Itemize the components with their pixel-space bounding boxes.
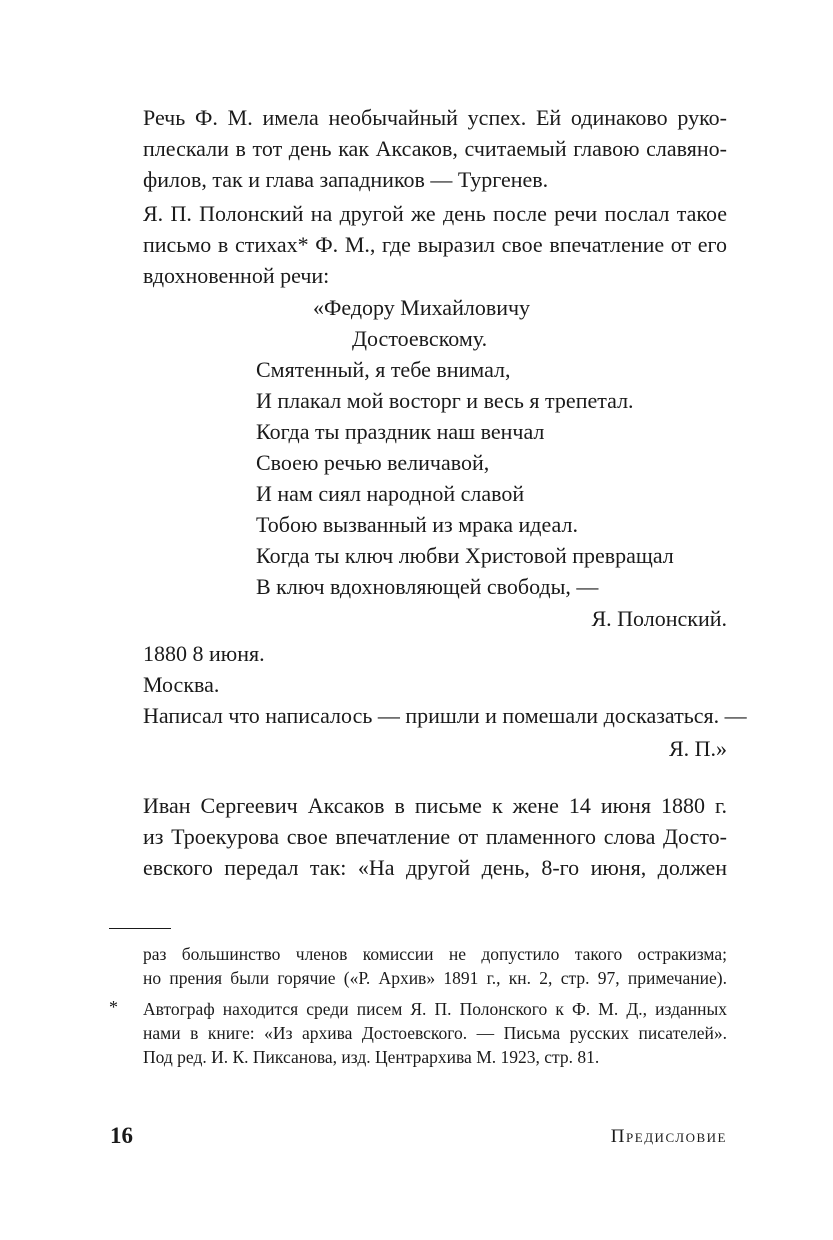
verse-line-1: Смятенный, я тебе внимал, xyxy=(256,357,511,382)
verse-line-7: Когда ты ключ любви Христовой превращал xyxy=(256,543,674,568)
paragraph-1-line-2: плескали в тот день как Аксаков, считаемый главою славяно- xyxy=(143,136,727,161)
paragraph-2-line-3: вдохновенной речи: xyxy=(143,263,330,288)
verse-line-8: В ключ вдохновляющей свободы, — xyxy=(256,574,599,599)
page-number: 16 xyxy=(110,1123,133,1148)
verse-line-4: Своею речью величавой, xyxy=(256,450,490,475)
paragraph-1-line-3: филов, так и глава западников — Тургенев. xyxy=(143,167,549,192)
letter-place: Москва. xyxy=(143,672,220,697)
paragraph-3-line-3: евского передал так: «На другой день, 8-го июня, должен xyxy=(143,855,727,880)
paragraph-2-line-2: письмо в стихах* Ф. М., где выразил свое впечатление от его xyxy=(143,232,727,257)
paragraph-3-line-1: Иван Сергеевич Аксаков в письме к жене 14 июня 1880 г. xyxy=(143,793,727,818)
letter-signature: Я. Полонский. xyxy=(591,606,727,631)
letter-initials: Я. П.» xyxy=(668,736,727,761)
footnote-separator xyxy=(109,928,171,929)
verse-line-5: И нам сиял народной славой xyxy=(256,481,525,506)
paragraph-1-line-1: Речь Ф. М. имела необычайный успех. Ей одинаково руко- xyxy=(143,105,727,130)
footnote-star-marker: * xyxy=(109,997,118,1017)
verse-line-2: И плакал мой восторг и весь я трепетал. xyxy=(256,388,634,413)
verse-line-6: Тобою вызванный из мрака идеал. xyxy=(256,512,578,537)
letter-postscript: Написал что написалось — пришли и помешали досказаться. — xyxy=(143,703,747,728)
footnote-continued-line-2: но прения были горячие («Р. Архив» 1891 г., кн. 2, стр. 97, примечание). xyxy=(143,968,727,988)
footnote-star-line-3: Под ред. И. К. Пиксанова, изд. Центрархива М. 1923, стр. 81. xyxy=(143,1047,600,1067)
letter-address-line-2: Достоевскому. xyxy=(352,326,488,351)
footnote-continued-line-1: раз большинство членов комиссии не допустило такого остракизма; xyxy=(143,944,727,964)
footnote-star-line-1: Автограф находится среди писем Я. П. Полонского к Ф. М. Д., изданных xyxy=(143,999,727,1019)
letter-address-line-1: «Федору Михайловичу xyxy=(313,295,531,320)
paragraph-3-line-2: из Троекурова свое впечатление от пламенного слова Досто- xyxy=(143,824,727,849)
letter-date: 1880 8 июня. xyxy=(143,641,265,666)
footnote-star-line-2: нами в книге: «Из архива Достоевского. — Письма русских писателей». xyxy=(143,1023,727,1043)
verse-line-3: Когда ты праздник наш венчал xyxy=(256,419,545,444)
paragraph-2-line-1: Я. П. Полонский на другой же день после речи послал такое xyxy=(143,201,727,226)
running-head: Предисловие xyxy=(610,1126,727,1147)
